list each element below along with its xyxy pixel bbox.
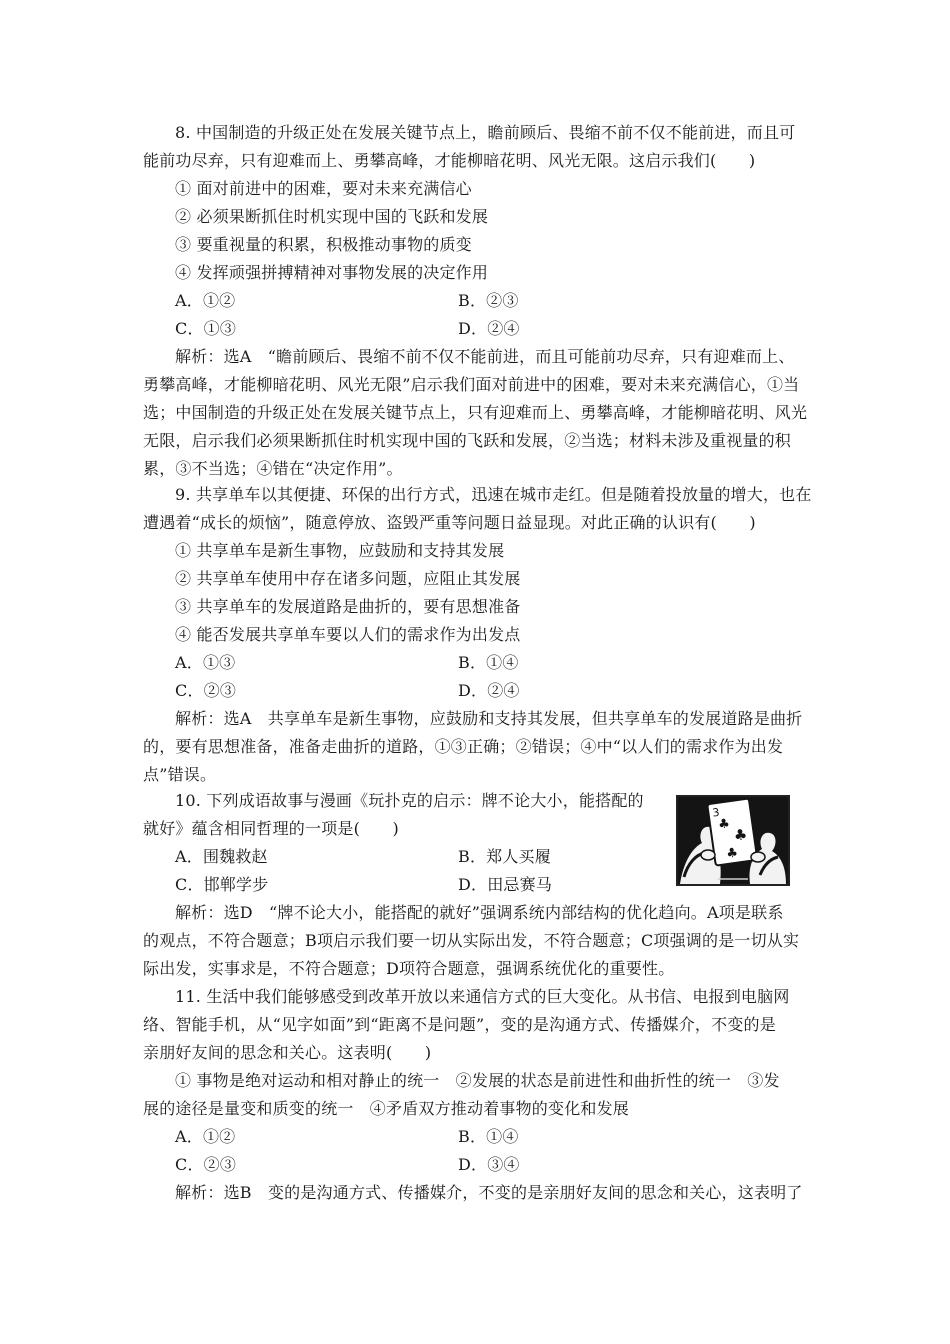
- q10-option-d: D．田忌赛马: [458, 875, 553, 894]
- playing-card-icon: [678, 797, 788, 884]
- q11-stem-line-1: 11. 生活中我们能够感受到改革开放以来通信方式的巨大变化。从书信、电报到电脑网: [175, 987, 790, 1006]
- q10-option-c: C．邯郸学步: [175, 875, 269, 894]
- q8-item-3: ③ 要重视量的积累，积极推动事物的质变: [175, 235, 472, 254]
- q10-analysis-line-2: 的观点，不符合题意；B项启示我们要一切从实际出发，不符合题意；C项强调的是一切从实: [143, 931, 800, 950]
- q11-items-line-2: 展的途径是量变和质变的统一 ④矛盾双方推动着事物的变化和发展: [143, 1099, 630, 1118]
- q9-option-a: A．①③: [175, 653, 236, 672]
- q11-option-b: B．①④: [458, 1127, 519, 1146]
- q11-stem-line-3: 亲朋好友间的思念和关心。这表明( ): [143, 1043, 432, 1062]
- q11-analysis-line-1: 解析：选B 变的是沟通方式、传播媒介，不变的是亲朋好友间的思念和关心，这表明了: [175, 1183, 803, 1202]
- q8-analysis-line-4: 无限，启示我们必须果断抓住时机实现中国的飞跃和发展，②当选；材料未涉及重视量的积: [143, 431, 792, 450]
- q8-stem-line-2: 能前功尽弃，只有迎难而上、勇攀高峰，才能柳暗花明、风光无限。这启示我们( ): [143, 151, 756, 170]
- svg-text:♣: ♣: [717, 816, 731, 833]
- q9-item-1: ① 共享单车是新生事物，应鼓励和支持其发展: [175, 541, 505, 560]
- q8-analysis-line-5: 累，③不当选；④错在“决定作用”。: [143, 459, 403, 478]
- q9-item-4: ④ 能否发展共享单车要以人们的需求作为出发点: [175, 625, 521, 644]
- q8-option-b: B．②③: [458, 291, 519, 310]
- card-rank-label: 3: [711, 805, 721, 820]
- playing-card-cartoon-image: [676, 795, 790, 886]
- q9-analysis-line-2: 的，要有思想准备，准备走曲折的道路，①③正确；②错误；④中“以人们的需求作为出发: [143, 737, 784, 756]
- q9-analysis-line-3: 点”错误。: [143, 765, 217, 784]
- q11-option-d: D．③④: [458, 1155, 520, 1174]
- q10-analysis-line-1: 解析：选D “牌不论大小，能搭配的就好”强调系统内部结构的优化趋向。A项是联系: [175, 903, 784, 922]
- svg-text:♣: ♣: [732, 825, 749, 845]
- q8-analysis-line-1: 解析：选A “瞻前顾后、畏缩不前不仅不能前进，而且可能前功尽弃，只有迎难而上、: [175, 347, 795, 366]
- q10-option-a: A．围魏救赵: [175, 847, 268, 866]
- q11-items-line-1: ① 事物是绝对运动和相对静止的统一 ②发展的状态是前进性和曲折性的统一 ③发: [175, 1071, 780, 1090]
- q8-analysis-line-2: 勇攀高峰，才能柳暗花明、风光无限”启示我们面对前进中的困难，要对未来充满信心，①当: [143, 375, 800, 394]
- q10-option-b: B．郑人买履: [458, 847, 551, 866]
- q8-option-c: C．①③: [175, 319, 237, 338]
- q8-item-4: ④ 发挥顽强拼搏精神对事物发展的决定作用: [175, 263, 489, 282]
- q9-item-3: ③ 共享单车的发展道路是曲折的，要有思想准备: [175, 597, 521, 616]
- q10-stem-line-2: 就好》蕴含相同哲理的一项是( ): [143, 819, 399, 838]
- q8-item-2: ② 必须果断抓住时机实现中国的飞跃和发展: [175, 207, 489, 226]
- q8-stem-line-1: 8. 中国制造的升级正处在发展关键节点上，瞻前顾后、畏缩不前不仅不能前进，而且可: [175, 123, 796, 142]
- q9-stem-line-1: 9. 共享单车以其便捷、环保的出行方式，迅速在城市走红。但是随着投放量的增大，也在: [175, 485, 812, 504]
- q9-item-2: ② 共享单车使用中存在诸多问题，应阻止其发展: [175, 569, 521, 588]
- q11-stem-line-2: 络、智能手机，从“见字如面”到“距离不是问题”，变的是沟通方式、传播媒介，不变的是: [143, 1015, 776, 1034]
- q11-option-a: A．①②: [175, 1127, 236, 1146]
- q10-stem-line-1: 10. 下列成语故事与漫画《玩扑克的启示：牌不论大小，能搭配的: [175, 791, 644, 810]
- q9-stem-line-2: 遭遇着“成长的烦恼”，随意停放、盗毁严重等问题日益显现。对此正确的认识有( ): [143, 513, 756, 532]
- q9-option-d: D．②④: [458, 681, 520, 700]
- q9-option-b: B．①④: [458, 653, 519, 672]
- q8-option-a: A．①②: [175, 291, 236, 310]
- q8-item-1: ① 面对前进中的困难，要对未来充满信心: [175, 179, 472, 198]
- q11-option-c: C．②③: [175, 1155, 237, 1174]
- q8-analysis-line-3: 选；中国制造的升级正处在发展关键节点上，只有迎难而上、勇攀高峰，才能柳暗花明、风光: [143, 403, 808, 422]
- q9-option-c: C．②③: [175, 681, 237, 700]
- q9-analysis-line-1: 解析：选A 共享单车是新生事物，应鼓励和支持其发展，但共享单车的发展道路是曲折: [175, 709, 803, 728]
- svg-text:♣: ♣: [725, 845, 739, 863]
- q8-option-d: D．②④: [458, 319, 520, 338]
- q10-analysis-line-3: 际出发，实事求是，不符合题意；D项符合题意，强调系统优化的重要性。: [143, 959, 675, 978]
